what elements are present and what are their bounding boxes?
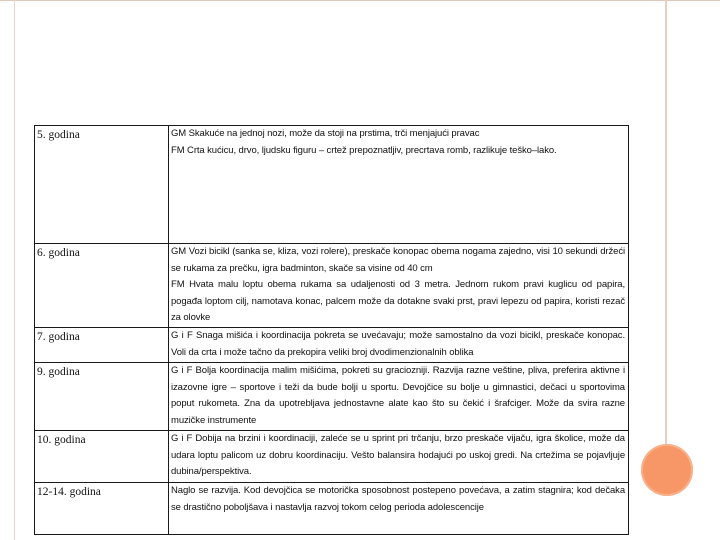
age-label: 6. godina bbox=[37, 247, 80, 259]
age-cell bbox=[35, 482, 169, 534]
table-row bbox=[35, 362, 629, 430]
slide-frame-right bbox=[665, 0, 667, 465]
age-cell bbox=[35, 244, 169, 328]
table-row bbox=[35, 430, 629, 482]
description-cell bbox=[169, 244, 629, 328]
table-row bbox=[35, 327, 629, 362]
age-cell bbox=[35, 362, 169, 430]
age-label: 7. godina bbox=[37, 330, 80, 343]
age-label: 12-14. godina bbox=[37, 485, 101, 498]
age-cell bbox=[35, 126, 169, 244]
description-text: GM Vozi bicikl (sanka se, kliza, vozi rolere), preskače konopac obema nogama zajedno, visi 10 sekundi držeći se rukama za prečku, igra badminton, skače sa visine od 40 cm bbox=[171, 246, 625, 274]
age-cell bbox=[35, 430, 169, 482]
age-label: 9. godina bbox=[37, 365, 80, 378]
description-text: G i F Bolja koordinacija malim mišićima, pokreti su graciozniji. Razvija razne veštine, pliva, preferira aktivne i izazovne igre – sportove i teži da bude bolji u sportu. Devojčice su bolje u gimnastici, dečaci u sportovima poput rukometa. Zna da upotrebljava jednostavne alate kao što su čekić i šrafciger. Može da svira razne muzičke instrumente bbox=[171, 364, 625, 426]
description-text: G i F Snaga mišića i koordinacija pokreta se uvećavaju; može samostalno da vozi bicikl, preskače konopac. Voli da crta i može tačno da prekopira veliki broj dvodimenzionalnih oblika bbox=[171, 329, 625, 358]
age-label: 5. godina bbox=[37, 129, 80, 141]
description-text: GM Skakuće na jednoj nozi, može da stoji na prstima, trči menjajući pravac bbox=[171, 128, 480, 139]
description-cell bbox=[169, 362, 629, 430]
description-cell bbox=[169, 430, 629, 482]
age-label: 10. godina bbox=[37, 433, 86, 446]
table-row bbox=[35, 126, 629, 244]
description-text: FM Crta kućicu, drvo, ljudsku figuru – crtež prepoznatljiv, precrtava romb, razlikuje teško–lako. bbox=[171, 144, 557, 156]
description-text: G i F Dobija na brzini i koordinaciji, zaleće se u sprint pri trčanju, brzo preskače vijaču, igra školice, može da udara loptu palicom uz dobru koordinaciju. Vešto balansira hodajući po uskoj gredi. Na crtežima se pojavljuje dubina/perspektiva. bbox=[171, 432, 625, 478]
motor-development-table bbox=[34, 125, 629, 535]
decorative-orange-circle bbox=[641, 444, 693, 496]
slide-frame-top bbox=[0, 0, 720, 1]
table-row bbox=[35, 244, 629, 328]
description-text: Naglo se razvija. Kod devojčica se motorička sposobnost postepeno povećava, a zatim stagnira; kod dečaka se drastično poboljšava i nastavlja razvoj tokom celog perioda adolescencije bbox=[171, 484, 625, 513]
table-row bbox=[35, 482, 629, 534]
description-cell bbox=[169, 126, 629, 244]
description-cell bbox=[169, 327, 629, 362]
slide-frame-left bbox=[14, 0, 15, 540]
description-cell bbox=[169, 482, 629, 534]
age-cell bbox=[35, 327, 169, 362]
description-text: FM Hvata malu loptu obema rukama sa udaljenosti od 3 metra. Jednom rukom pravi kuglicu od papira, pogađa loptom cilj, namotava konac, palcem može da dotakne svaki prst, pravi lepezu od papira, koristi rezač za olovke bbox=[171, 279, 625, 324]
